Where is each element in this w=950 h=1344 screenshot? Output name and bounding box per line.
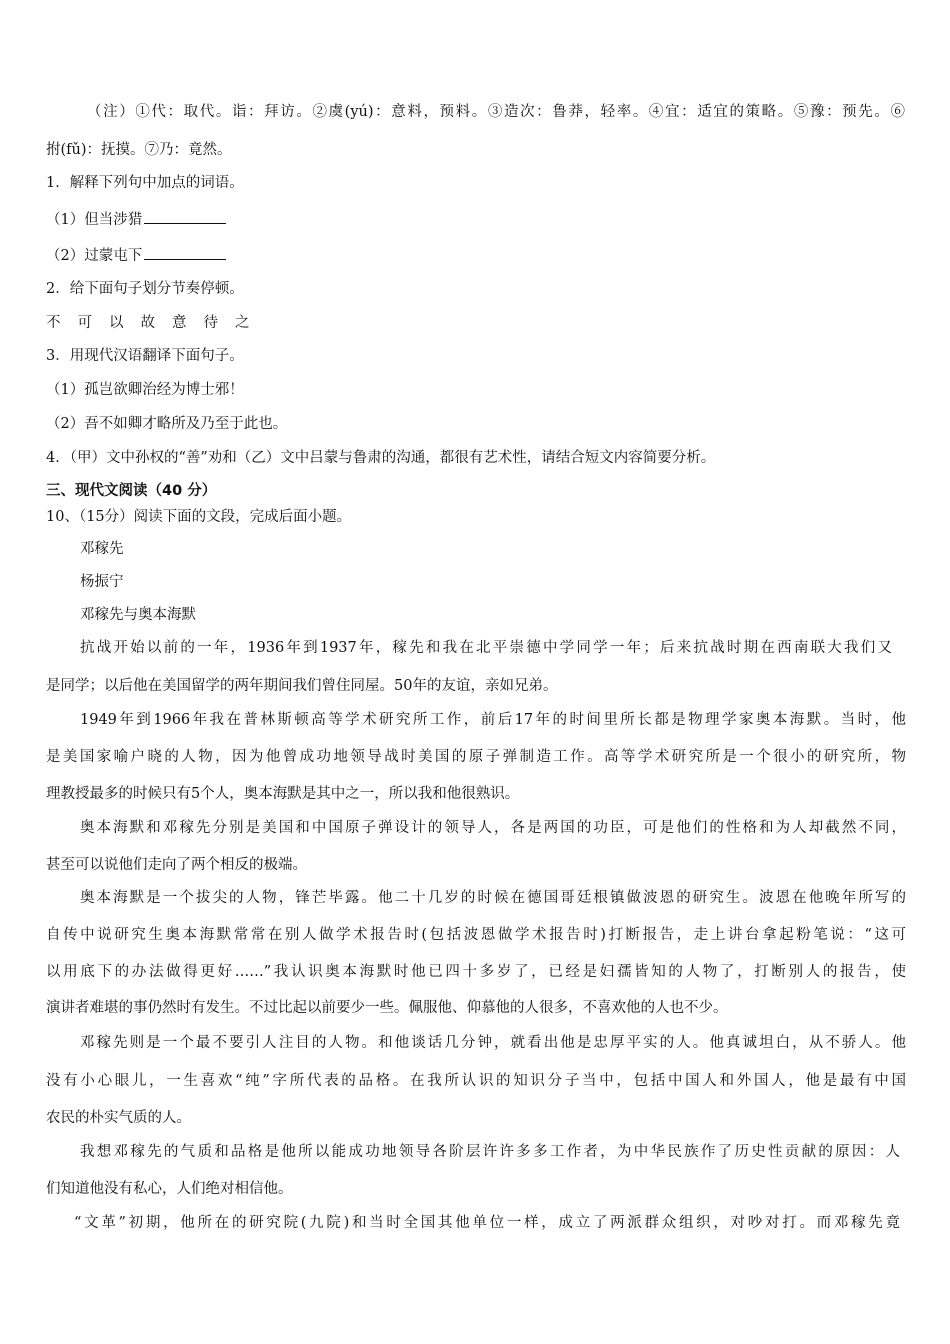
- paragraph-line: 演讲者难堪的事仍然时有发生。不过比起以前要少一些。佩服他、仰慕他的人很多，不喜欢他的人也不少。: [46, 1000, 728, 1016]
- question-1-item-1: [46, 208, 226, 229]
- paragraph-line: 是美国家喻户晓的人物，因为他曾成功地领导战时美国的原子弹制造工作。高等学术研究所是一个很小的研究所，物: [46, 749, 906, 765]
- section-3-heading: 三、现代文阅读（40 分）: [46, 483, 217, 499]
- paragraph-line: 理教授最多的时候只有5个人，奥本海默是其中之一，所以我和他很熟识。: [46, 786, 520, 802]
- answer-blank[interactable]: [144, 208, 226, 224]
- paragraph-line: 没有小心眼儿，一生喜欢“纯”字所代表的品格。在我所认识的知识分子当中，包括中国人和外国人，他是最有中国: [46, 1073, 906, 1089]
- paragraph-line: 我想邓稼先的气质和品格是他所以能成功地领导各阶层许许多多工作者，为中华民族作了历史性贡献的原因：人: [80, 1144, 900, 1160]
- paragraph-line: “文革”初期，他所在的研究院(九院)和当时全国其他单位一样，成立了两派群众组织，对吵对打。而邓稼先竟: [74, 1215, 900, 1231]
- paragraph-line: 奥本海默是一个拔尖的人物，锋芒毕露。他二十几岁的时候在德国哥廷根镇做波恩的研究生。波恩在他晚年所写的: [80, 890, 906, 906]
- paragraph-line: 是同学；以后他在美国留学的两年期间我们曾住同屋。50年的友谊，亲如兄弟。: [46, 678, 558, 694]
- question-1-stem: 1．解释下列句中加点的词语。: [46, 175, 244, 191]
- question-1-item-2: [46, 244, 226, 265]
- article-author: 杨振宁: [80, 574, 124, 590]
- question-3-stem: 3．用现代汉语翻译下面句子。: [46, 348, 244, 364]
- paragraph-line: 1949年到1966年我在普林斯顿高等学术研究所工作，前后17年的时间里所长都是物理学家奥本海默。当时，他: [80, 712, 906, 728]
- paragraph-line: 甚至可以说他们走向了两个相反的极端。: [46, 857, 307, 873]
- question-2-sentence: 不可以故意待之: [46, 315, 267, 331]
- paragraph-line: 们知道他没有私心，人们绝对相信他。: [46, 1181, 293, 1197]
- answer-blank[interactable]: [144, 244, 226, 260]
- paragraph-line: 以用底下的办法做得更好……”我认识奥本海默时他已四十多岁了，已经是妇孺皆知的人物了，打断别人的报告，使: [46, 964, 906, 980]
- paragraph-line: 农民的朴实气质的人。: [46, 1110, 191, 1126]
- article-title: 邓稼先: [80, 541, 124, 557]
- paragraph-line: 奥本海默和邓稼先分别是美国和中国原子弹设计的领导人，各是两国的功臣，可是他们的性格和为人却截然不同，: [80, 820, 906, 836]
- question-10-stem: 10、（15分）阅读下面的文段，完成后面小题。: [46, 509, 352, 525]
- notes-line-2: 拊(fǔ)：抚摸。⑦乃：竟然。: [46, 142, 232, 158]
- question-1-item-2-text: （2）过蒙屯下: [46, 248, 143, 264]
- paragraph-line: 邓稼先则是一个最不要引人注目的人物。和他谈话几分钟，就看出他是忠厚平实的人。他真诚坦白，从不骄人。他: [80, 1035, 906, 1051]
- notes-line-1: （注）①代：取代。诣：拜访。②虞(yú)：意料，预料。③造次：鲁莽，轻率。④宜：适宜的策略。⑤豫：预先。⑥: [87, 104, 905, 120]
- article-subtitle: 邓稼先与奥本海默: [80, 607, 196, 623]
- question-3-item-2: （2）吾不如卿才略所及乃至于此也。: [46, 416, 288, 432]
- question-4-stem: 4．（甲）文中孙权的“善”劝和（乙）文中吕蒙与鲁肃的沟通，都很有艺术性，请结合短文内容简要分析。: [46, 450, 716, 466]
- question-1-item-1-text: （1）但当涉猎: [46, 212, 143, 228]
- paragraph-line: 抗战开始以前的一年，1936年到1937年，稼先和我在北平崇德中学同学一年；后来抗战时期在西南联大我们又: [80, 640, 892, 656]
- question-2-stem: 2．给下面句子划分节奏停顿。: [46, 281, 244, 297]
- paragraph-line: 自传中说研究生奥本海默常常在别人做学术报告时(包括波恩做学术报告时)打断报告，走上讲台拿起粉笔说：“这可: [46, 927, 906, 943]
- question-3-item-1: （1）孤岂欲卿治经为博士邪！: [46, 382, 244, 398]
